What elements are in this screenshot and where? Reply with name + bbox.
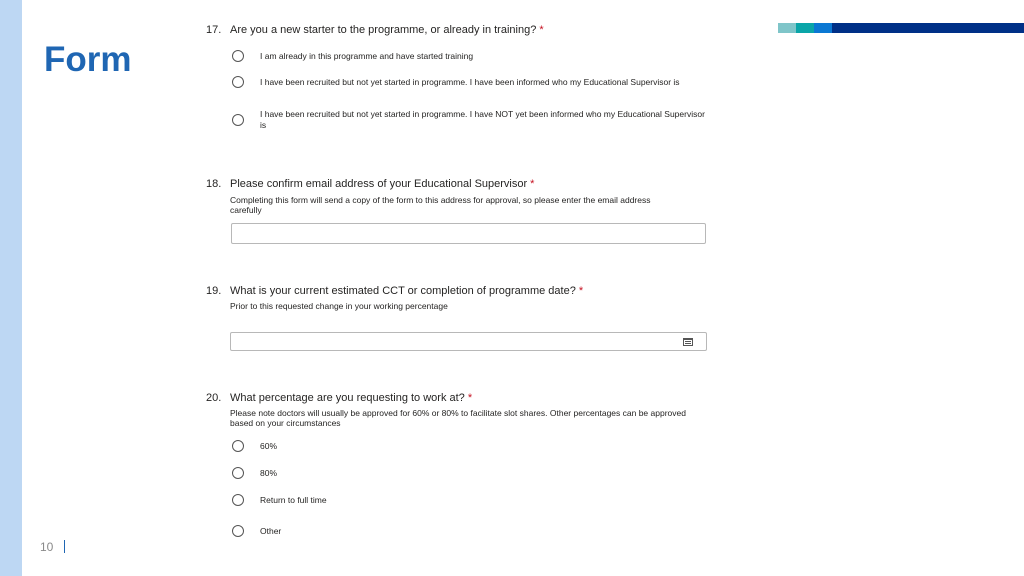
supervisor-email-input[interactable] (231, 223, 706, 244)
option-label: I have been recruited but not yet started in programme. I have been informed who my Educational Supervisor is (260, 76, 680, 87)
option-label: I have been recruited but not yet started in programme. I have NOT yet been informed who my Educational Supervisor is (260, 109, 705, 130)
required-mark: * (530, 178, 535, 190)
accent-segment-3 (814, 23, 832, 33)
accent-segment-1 (778, 23, 796, 33)
question-20 (206, 392, 700, 428)
q20-option-80[interactable] (232, 467, 277, 479)
accent-segment-2 (796, 23, 814, 33)
question-description: Completing this form will send a copy of the form to this address for approval, so please enter the email address carefully (230, 195, 651, 215)
option-label: Return to full time (260, 494, 327, 505)
accent-segment-4 (832, 23, 1024, 33)
q20-option-other[interactable] (232, 525, 281, 537)
q17-option-1[interactable] (232, 50, 473, 62)
question-number: 18. (206, 178, 222, 190)
question-number: 19. (206, 285, 222, 297)
q17-option-3[interactable] (232, 109, 705, 131)
slide-number: 10 (40, 540, 54, 554)
radio-button[interactable] (232, 76, 244, 88)
question-number: 20. (206, 392, 222, 404)
q17-option-2[interactable] (232, 76, 680, 88)
question-19-title (206, 285, 583, 298)
cct-date-input[interactable] (230, 332, 707, 351)
question-description: Prior to this requested change in your working percentage (230, 301, 448, 311)
radio-button[interactable] (232, 525, 244, 537)
question-17 (206, 24, 544, 37)
radio-button[interactable] (232, 114, 244, 126)
q20-option-60[interactable] (232, 440, 277, 452)
question-text: What percentage are you requesting to work at? (230, 392, 465, 404)
radio-button[interactable] (232, 440, 244, 452)
question-description: Please note doctors will usually be approved for 60% or 80% to facilitate slot shares. Other percentages can be approved based on your circumstances (230, 408, 686, 428)
radio-button[interactable] (232, 467, 244, 479)
required-mark: * (467, 392, 473, 404)
question-17-title (206, 24, 544, 37)
accent-bar (778, 23, 1024, 33)
question-18-title (206, 178, 670, 191)
question-18 (206, 178, 670, 215)
calendar-icon[interactable] (683, 338, 693, 346)
option-label: 60% (260, 440, 278, 451)
question-20-title (206, 392, 700, 405)
question-19 (206, 285, 583, 311)
question-text: Are you a new starter to the programme, or already in training? (230, 24, 537, 36)
left-sidebar-band (0, 0, 22, 576)
slide-number-divider (64, 540, 65, 553)
question-text: What is your current estimated CCT or completion of programme date? (230, 285, 576, 297)
radio-button[interactable] (232, 494, 244, 506)
question-number: 17. (206, 24, 222, 36)
radio-button[interactable] (232, 50, 244, 62)
q20-option-full-time[interactable] (232, 494, 327, 506)
option-label: 80% (260, 467, 278, 478)
required-mark: * (539, 24, 544, 36)
slide-title: Form (44, 40, 132, 79)
question-text: Please confirm email address of your Educational Supervisor (230, 178, 528, 190)
required-mark: * (578, 285, 584, 297)
option-label: I am already in this programme and have started training (260, 50, 474, 61)
option-label: Other (260, 525, 282, 536)
